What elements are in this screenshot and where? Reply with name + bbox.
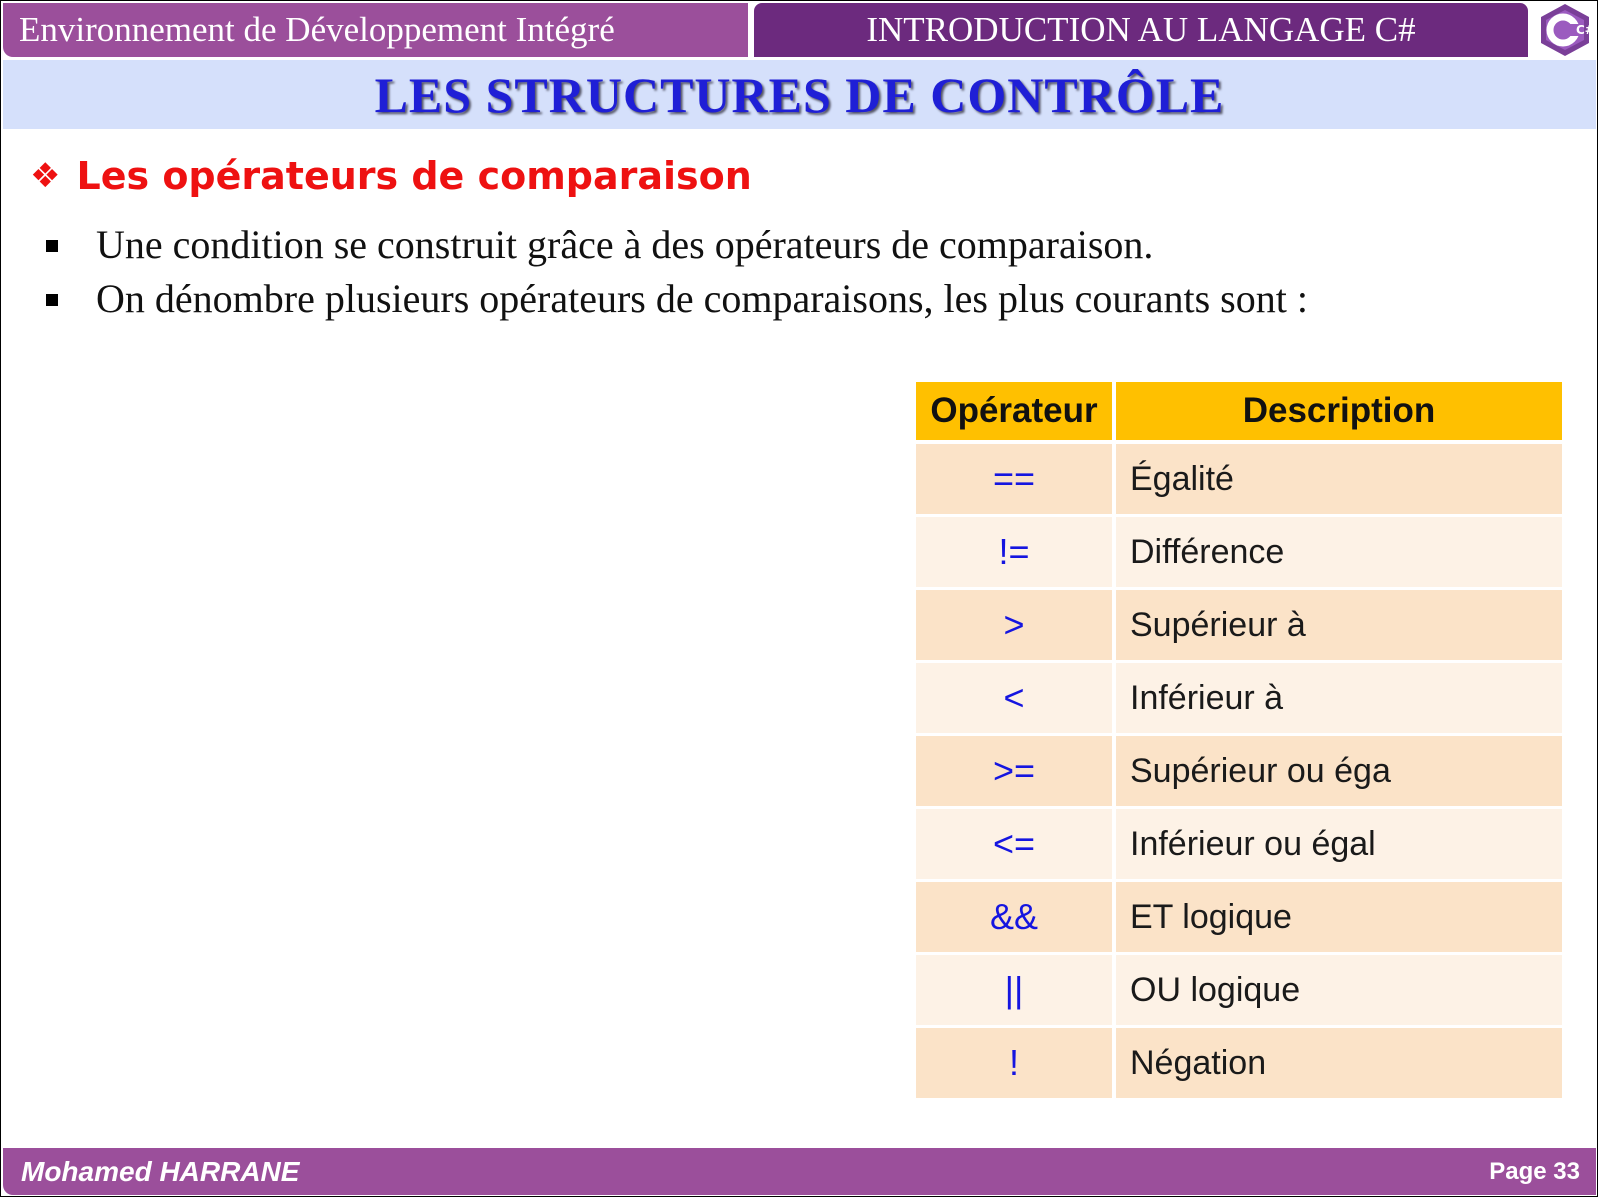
slide-title: LES STRUCTURES DE CONTRÔLE <box>374 66 1225 123</box>
bullet-list <box>40 218 1550 326</box>
title-band <box>3 60 1596 129</box>
operator-cell: <= <box>916 809 1116 882</box>
header-left-title: Environnement de Développement Intégré <box>3 3 748 57</box>
table-row <box>916 663 1562 736</box>
table-row <box>916 517 1562 590</box>
page-number: Page 33 <box>1489 1157 1580 1185</box>
operator-cell: && <box>916 882 1116 955</box>
operator-cell: != <box>916 517 1116 590</box>
header-operator: Opérateur <box>916 382 1116 444</box>
table-row <box>916 882 1562 955</box>
section-title: Les opérateurs de comparaison <box>76 154 752 198</box>
logo-text: C# <box>1576 23 1594 37</box>
operator-cell: == <box>916 444 1116 517</box>
table-row <box>916 809 1562 882</box>
operators-table <box>916 382 1562 1101</box>
table-row <box>916 955 1562 1028</box>
csharp-logo-icon <box>1536 2 1594 58</box>
table-row <box>916 590 1562 663</box>
square-bullet-icon <box>46 294 58 306</box>
description-cell: Négation <box>1116 1028 1562 1101</box>
description-cell: Différence <box>1116 517 1562 590</box>
square-bullet-icon <box>46 240 58 252</box>
header-description: Description <box>1116 382 1562 444</box>
operator-cell: || <box>916 955 1116 1028</box>
list-item <box>40 218 1550 272</box>
description-cell: Inférieur ou égal <box>1116 809 1562 882</box>
footer-author: Mohamed HARRANE <box>21 1155 300 1187</box>
table-row <box>916 1028 1562 1101</box>
header-right-title: INTRODUCTION AU LANGAGE C# <box>754 3 1528 57</box>
table-row <box>916 736 1562 809</box>
diamond-bullet-icon: ❖ <box>30 156 61 196</box>
description-cell: Inférieur à <box>1116 663 1562 736</box>
operator-cell: > <box>916 590 1116 663</box>
description-cell: Égalité <box>1116 444 1562 517</box>
section-heading <box>30 148 752 204</box>
description-cell: Supérieur ou éga <box>1116 736 1562 809</box>
table-row <box>916 444 1562 517</box>
list-item <box>40 272 1550 326</box>
operator-cell: < <box>916 663 1116 736</box>
footer-bar <box>3 1148 1596 1195</box>
bullet-text: On dénombre plusieurs opérateurs de comparaisons, les plus courants sont : <box>96 276 1308 321</box>
description-cell: ET logique <box>1116 882 1562 955</box>
table-header-row <box>916 382 1562 444</box>
bullet-text: Une condition se construit grâce à des opérateurs de comparaison. <box>96 222 1154 267</box>
description-cell: OU logique <box>1116 955 1562 1028</box>
description-cell: Supérieur à <box>1116 590 1562 663</box>
operator-cell: >= <box>916 736 1116 809</box>
operator-cell: ! <box>916 1028 1116 1101</box>
